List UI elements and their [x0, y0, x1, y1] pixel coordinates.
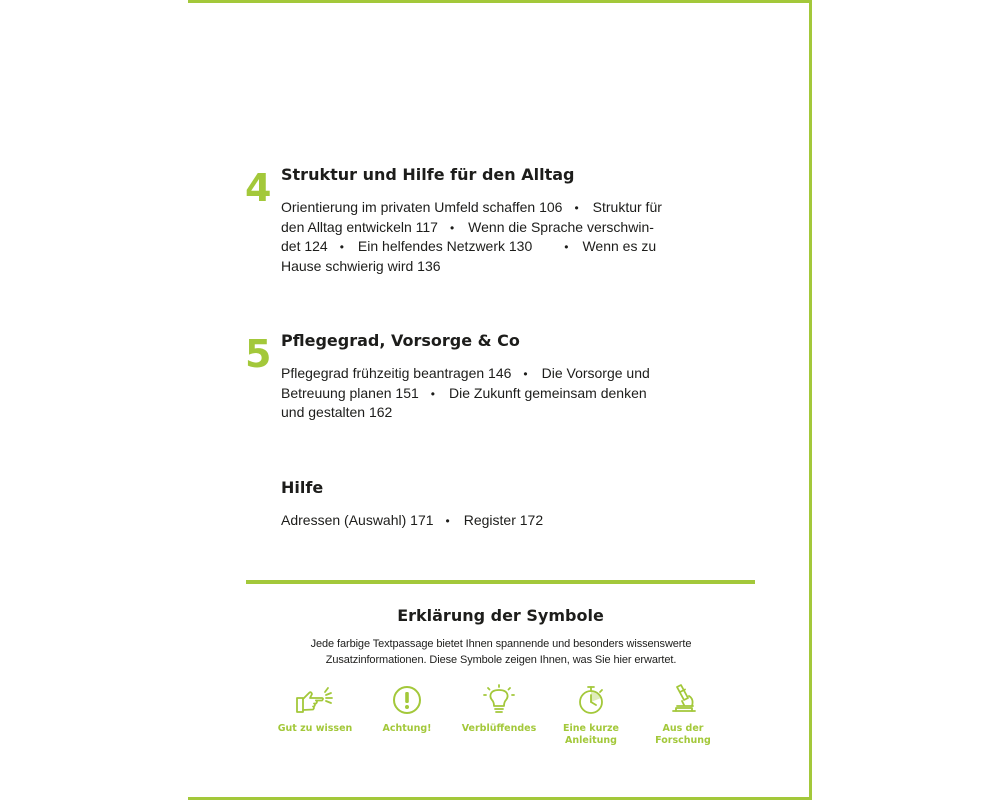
entry-line: [281, 198, 721, 218]
stopwatch-icon: [575, 684, 607, 716]
toc-entry[interactable]: und gestalten 162: [281, 404, 393, 421]
lightbulb-icon: [481, 684, 517, 716]
section-title: Struktur und Hilfe für den Alltag: [281, 165, 575, 184]
toc-section-hilfe: [245, 478, 725, 538]
toc-entry[interactable]: Adressen (Auswahl) 171: [281, 512, 434, 528]
toc-entry[interactable]: Register 172: [463, 512, 544, 528]
symbols-legend: [270, 684, 720, 754]
symbol-item-gut-zu-wissen: [270, 684, 360, 735]
section-title: Hilfe: [281, 478, 324, 497]
symbol-label: Achtung!: [382, 723, 432, 734]
section-number: 5: [245, 332, 272, 376]
toc-section-4: [245, 165, 725, 285]
symbol-label: Eine kurze Anleitung: [563, 723, 619, 746]
symbols-description-line: Zusatzinformationen. Diese Symbole zeigen Ihnen, was Sie hier erwartet.: [325, 654, 677, 666]
symbol-item-aus-der-forschung: [638, 684, 728, 747]
entry-line: [281, 364, 721, 384]
section-entries: [281, 364, 721, 422]
frame-top-border: [188, 0, 812, 3]
section-number: 4: [245, 166, 272, 210]
bullet-separator: •: [449, 220, 455, 235]
entry-line: [281, 384, 721, 404]
section-entries: [281, 511, 721, 531]
entry-line: [281, 218, 721, 238]
toc-entry[interactable]: Betreuung planen 151: [281, 384, 419, 401]
symbols-heading: Erklärung der Symbole: [397, 606, 604, 625]
toc-entry[interactable]: Orientierung im privaten Umfeld schaffen 106: [281, 199, 563, 215]
bullet-separator: •: [339, 240, 344, 255]
exclamation-circle-icon: [391, 684, 423, 716]
toc-entry[interactable]: Struktur für: [592, 199, 662, 215]
symbols-description: [276, 636, 726, 668]
toc-entry[interactable]: Hause schwierig wird 136: [281, 257, 441, 274]
microscope-icon: [667, 684, 699, 716]
toc-entry[interactable]: Die Zukunft gemeinsam denken: [449, 384, 647, 401]
toc-entry[interactable]: Pflegegrad frühzeitig beantragen 146: [281, 365, 512, 381]
symbol-item-achtung: [362, 684, 452, 735]
frame-right-border: [809, 0, 812, 800]
toc-entry[interactable]: Ein helfendes Netzwerk 130: [357, 238, 533, 255]
toc-section-5: [245, 331, 725, 431]
bullet-separator: •: [564, 240, 569, 255]
toc-entry[interactable]: Wenn es zu: [582, 238, 657, 255]
symbol-item-eine-kurze-anleitung: [546, 684, 636, 747]
symbol-label: Aus der Forschung: [655, 723, 711, 746]
section-entries: [281, 198, 721, 275]
entry-line: [281, 257, 721, 276]
bullet-separator: •: [430, 386, 435, 401]
toc-entry[interactable]: Wenn die Sprache verschwin-: [468, 218, 654, 235]
symbol-item-verblueffendes: [454, 684, 544, 735]
section-divider: [246, 580, 755, 584]
bullet-separator: •: [445, 514, 450, 528]
bullet-separator: •: [523, 367, 528, 381]
entry-line: [281, 237, 721, 257]
entry-line: [281, 403, 721, 422]
toc-entry[interactable]: Die Vorsorge und: [541, 365, 650, 381]
entry-line: [281, 511, 721, 531]
symbol-label: Verblüffendes: [461, 723, 537, 734]
section-title: Pflegegrad, Vorsorge & Co: [281, 331, 520, 350]
bullet-separator: •: [574, 201, 579, 215]
pointing-hand-icon: [293, 684, 337, 716]
toc-entry[interactable]: den Alltag entwickeln 117: [281, 218, 438, 235]
symbols-description-line: Jede farbige Textpassage bietet Ihnen spannende und besonders wissenswerte: [310, 638, 692, 650]
toc-entry[interactable]: det 124: [281, 238, 328, 255]
symbol-label: Gut zu wissen: [277, 723, 353, 734]
